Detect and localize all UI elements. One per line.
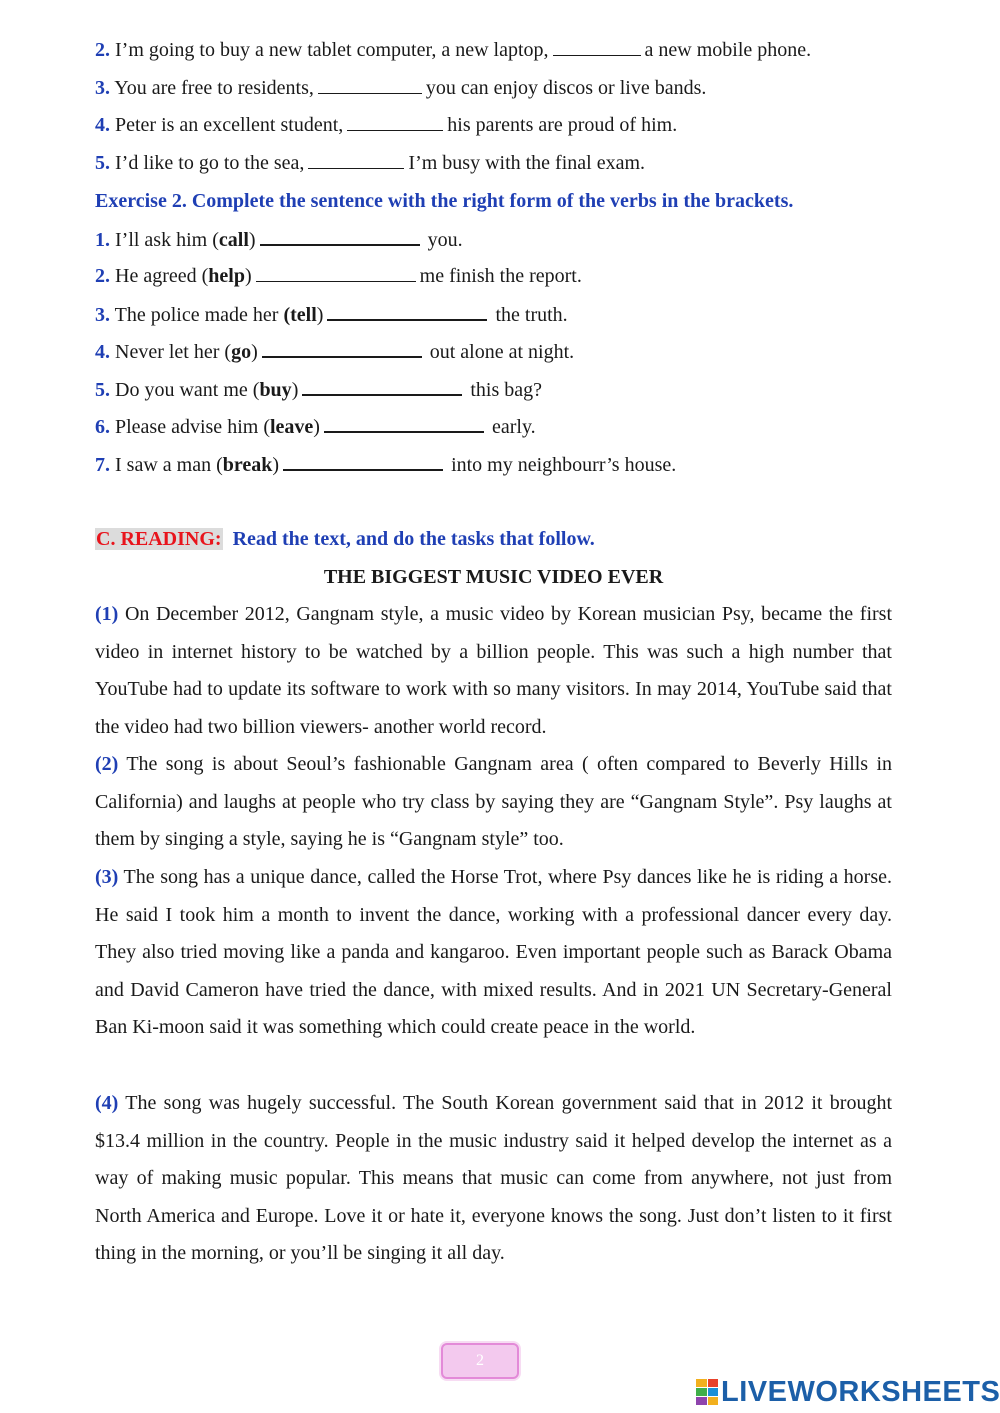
reading-paragraph-1: (1) On December 2012, Gangnam style, a music video by Korean musician Psy, became the first video in internet history to be watched by a billion people. This was such a high number that YouTube had to update its software to work with so many visitors. In may 2014, YouTube said that the video had two billion viewers- another world record. <box>95 603 893 738</box>
answer-blank[interactable] <box>262 339 422 358</box>
liveworksheets-logo-icon <box>696 1379 718 1405</box>
reading-instruction: Read the text, and do the tasks that follow. <box>232 528 595 550</box>
page-number: 2 <box>441 1343 519 1379</box>
ex2-item-4: 4. Never let her (go) out alone at night. <box>95 341 575 363</box>
reading-paragraph-4: (4) The song was hugely successful. The South Korean government said that in 2012 it brought $13.4 million in the country. People in the music industry said it helped develop the internet as a way of making music popular. This means that music can come from anywhere, not just from North America and Europe. Love it or hate it, everyone knows the song. Just don’t listen to it first thing in the morning, or you’ll be singing it all day. <box>95 1092 892 1265</box>
ex2-item-6: 6. Please advise him (leave) early. <box>95 416 536 438</box>
answer-blank[interactable] <box>256 264 416 282</box>
liveworksheets-brand <box>696 1375 1000 1409</box>
brand-text: LIVEWORKSHEETS <box>721 1375 1000 1408</box>
ex1-item-2: 2. I’m going to buy a new tablet computer, a new laptop, a new mobile phone. <box>95 39 812 61</box>
answer-blank[interactable] <box>260 227 420 246</box>
answer-blank[interactable] <box>302 377 462 396</box>
ex2-item-2: 2. He agreed (help) me finish the report. <box>95 265 582 287</box>
ex1-item-4: 4. Peter is an excellent student, his parents are proud of him. <box>95 114 678 136</box>
reading-title: THE BIGGEST MUSIC VIDEO EVER <box>323 566 664 588</box>
answer-blank[interactable] <box>324 414 484 433</box>
answer-blank[interactable] <box>347 113 443 131</box>
answer-blank[interactable] <box>553 38 641 56</box>
ex2-item-7: 7. I saw a man (break) into my neighbourr’s house. <box>95 454 677 476</box>
reading-label: C. READING: <box>96 528 222 550</box>
ex2-item-1: 1. I’ll ask him (call) you. <box>95 229 463 251</box>
reading-paragraph-2: (2) The song is about Seoul’s fashionable Gangnam area ( often compared to Beverly Hills in California) and laughs at people who try class by saying they are “Gangnam Style”. Psy laughs at them by singing a style, saying he is “Gangnam style” too. <box>95 753 893 851</box>
reading-heading <box>95 527 595 551</box>
answer-blank[interactable] <box>318 76 422 94</box>
answer-blank[interactable] <box>308 151 404 169</box>
ex2-item-3: 3. The police made her (tell) the truth. <box>95 304 568 326</box>
ex1-item-5: 5. I’d like to go to the sea, I’m busy with the final exam. <box>95 152 646 174</box>
exercise2-heading: Exercise 2. Complete the sentence with the right form of the verbs in the brackets. <box>95 190 794 212</box>
answer-blank[interactable] <box>283 452 443 471</box>
ex2-item-5: 5. Do you want me (buy) this bag? <box>95 379 543 401</box>
answer-blank[interactable] <box>327 302 487 321</box>
ex1-item-3: 3. You are free to residents, you can enjoy discos or live bands. <box>95 77 707 99</box>
reading-paragraph-3: (3) The song has a unique dance, called the Horse Trot, where Psy dances like he is riding a horse. He said I took him a month to invent the dance, working with a professional dancer every day. They also tried moving like a panda and kangaroo. Even important people such as Barack Obama and David Cameron have tried the dance, with mixed results. And in 2021 UN Secretary-General Ban Ki-moon said it was something which could create peace in the world. <box>95 866 892 1039</box>
